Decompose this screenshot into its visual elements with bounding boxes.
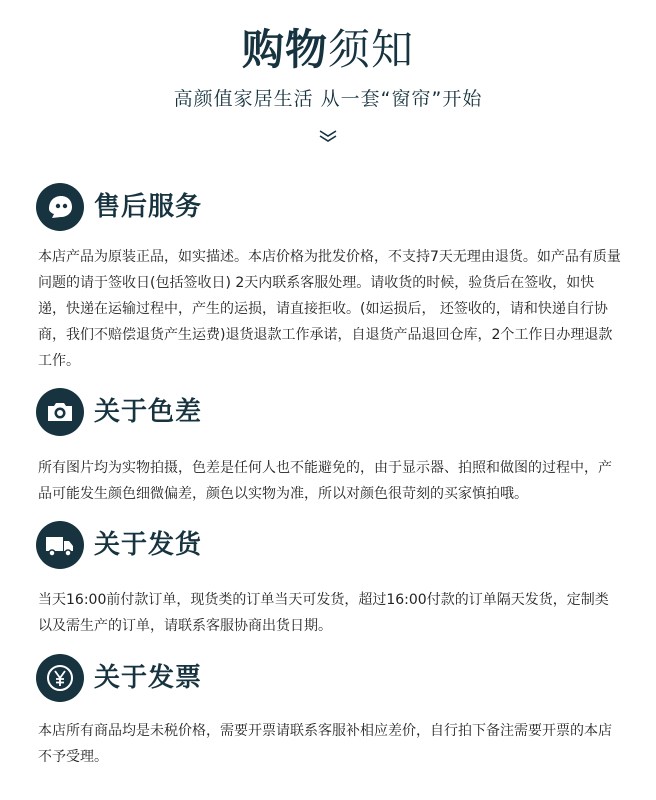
- camera-icon: [36, 388, 84, 436]
- section-after-sales: [36, 183, 636, 231]
- yen-coin-icon: [36, 654, 84, 702]
- page-title-bold: 购物: [241, 25, 328, 74]
- double-chevron-down-icon: [318, 129, 338, 143]
- section-body-invoice: 本店所有商品均是未税价格，需要开票请联系客服补相应差价，自行拍下备注需要开票的本店不予受理。: [38, 723, 612, 765]
- section-invoice: [36, 654, 636, 702]
- section-color-difference: [36, 388, 636, 436]
- section-body-color-difference: 所有图片均为实物拍摄，色差是任何人也不能避免的，由于显示器、拍照和做图的过程中，产品可能发生颜色细微偏差，颜色以实物为准，所以对颜色很苛刻的买家慎拍哦。: [38, 460, 612, 502]
- section-title-color-difference: 关于色差: [94, 397, 203, 427]
- chat-bubble-icon: [36, 183, 84, 231]
- section-shipping: [36, 521, 636, 569]
- section-title-invoice: 关于发票: [94, 663, 203, 693]
- delivery-truck-icon: [36, 521, 84, 569]
- section-title-shipping: 关于发货: [94, 530, 203, 560]
- page-subtitle: 高颜值家居生活 从一套“窗帘”开始: [173, 88, 483, 110]
- section-body-shipping: 当天16:00前付款订单，现货类的订单当天可发货，超过16:00付款的订单隔天发货，定制类以及需生产的订单，请联系客服协商出货日期。: [38, 592, 609, 634]
- page-title-light: 须知: [328, 25, 415, 74]
- page-title: [0, 24, 656, 76]
- section-title-after-sales: 售后服务: [94, 192, 203, 222]
- section-body-after-sales: 本店产品为原装正品，如实描述。本店价格为批发价格，不支持7天无理由退货。如产品有质量问题的请于签收日(包括签收日) 2天内联系客服处理。请收货的时候，验货后在签收，如快递，快递在运输过程中，产生的运损，请直接拒收。(如运损后， 还签收的，请和快递自行协商，我们不赔偿退货产生运费)退货退款工作承诺，自退货产品退回仓库，2个工作日办理退款工作。: [38, 249, 621, 369]
